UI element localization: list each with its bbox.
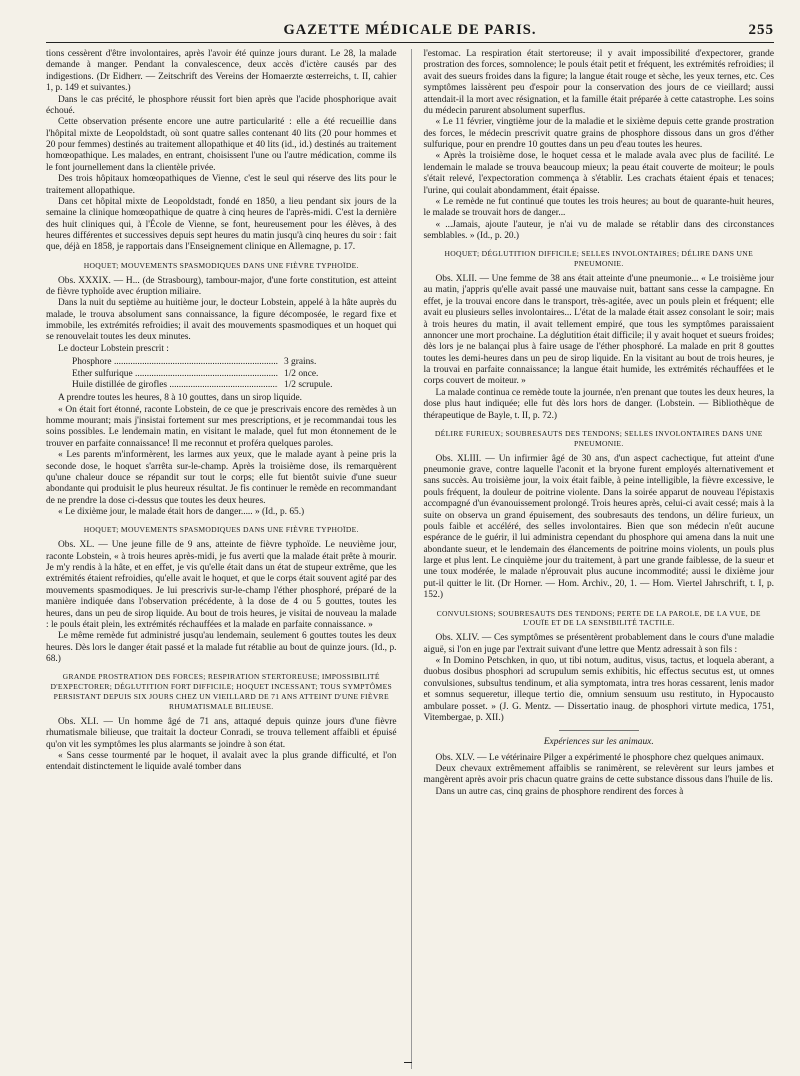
prescription-dose: 1/2 scrupule.	[284, 379, 333, 390]
observation-paragraph: Dans un autre cas, cinq grains de phosphore rendirent des forces à	[435, 786, 684, 797]
observation-paragraph: Le docteur Lobstein prescrit :	[58, 343, 169, 354]
prescription-dose: 1/2 once.	[284, 368, 319, 379]
prescription-name: Ether sulfurique .....	[72, 369, 278, 380]
observation-paragraph: Le même remède fut administré jusqu'au lendemain, seulement 6 gouttes toutes les deux heures. Dès lors le danger était passé et la malade fut rétablie au bout de quinze jours. (Id., p. 68.)	[46, 631, 397, 665]
subsection-heading: Expériences sur les animaux.	[543, 737, 654, 748]
text-columns	[46, 49, 774, 1069]
right-column	[411, 49, 775, 1069]
prescription-item	[72, 357, 397, 368]
observation-paragraph: Obs. XLI. — Un homme âgé de 71 ans, attaqué depuis quinze jours d'une fièvre rhumatismale bilieuse, que traitait la docteur Conradi, se trouva tellement affaibli et épuisé qu'on vit les symptômes les plus alarmants se joindre à son état.	[46, 716, 397, 750]
observation-paragraph: l'estomac. La respiration était stertoreuse; il y avait impossibilité d'expectorer, grande prostration des forces, somnolence; le pouls était petit et fréquent, les extrémités refroidies; il avait des sueurs froides dans la figure; la langue était rouge et sèche, les yeux ternes, etc. Ces symptômes laissèrent peu d'espoir pour la conservation des jours de ce vieillard; aussi attendait-il la mort avec résignation, et la famille était préparée à cette catastrophe. Les soins du médecin parurent absolument superflus.	[423, 49, 774, 116]
observation-paragraph: « ...Jamais, ajoute l'auteur, je n'ai vu de malade se rétablir dans des circonstances semblables. » (Id., p. 20.)	[423, 219, 774, 241]
paragraph: Dans cet hôpital mixte de Leopoldstadt, fondé en 1850, a lieu pendant six jours de la semaine la clinique homœopathique de quatre à cinq heures de l'après-midi. C'est la dernière des huit cliniques qui, à l'École de Vienne, se font, heureusement pour les élèves, à des heures différentes et successives depuis sept heures du matin jusqu'à cinq heures du soir : fait que, déjà en 1858, je rapportais dans l'Enseignement clinique en Allemagne, p. 17.	[46, 196, 397, 253]
observation-paragraph: « Sans cesse tourmenté par le hoquet, il avalait avec la plus grande difficulté, et l'on entendait distinctement le liquide avalé tomber dans	[46, 751, 397, 773]
observation-paragraph: Dans la nuit du septième au huitième jour, le docteur Lobstein, appelé à la hâte auprès du malade, le trouva absolument sans connaissance, la figure décomposée, le regard fixe et immobile, les extrémités refroidies; il avait des mouvements spasmodiques et un hoquet qui se renouvelait toutes les deux minutes.	[46, 298, 397, 343]
prescription-list	[72, 357, 397, 391]
observation-paragraph: Deux chevaux extrêmement affaiblis se ranimèrent, se relevèrent sur leurs jambes et mangèrent après avoir pris chacun quatre grains de cette substance dissous dans l'huile de lis.	[423, 764, 774, 786]
observation-paragraph: A prendre toutes les heures, 8 à 10 gouttes, dans un sirop liquide.	[58, 393, 302, 404]
section-heading: CONVULSIONS; SOUBRESAUTS DES TENDONS; PERTE DE LA PAROLE, DE LA VUE, DE L'OUÏE ET DE LA SENSIBILITÉ TACTILE.	[436, 608, 761, 628]
separator-rule	[559, 730, 639, 731]
observation-paragraph: « Le dixième jour, le malade était hors de danger..... » (Id., p. 65.)	[58, 507, 305, 518]
observation-paragraph: « Le 11 février, vingtième jour de la maladie et le sixième depuis cette grande prostration des forces, le médecin prescrivit quatre grains de phosphore dissous dans un gros d'éther sulfurique, pour en prendre 10 gouttes dans un peu d'eau toutes les heures.	[423, 117, 774, 150]
prescription-dose: 3 grains.	[284, 357, 317, 368]
section-heading: DÉLIRE FURIEUX; SOUBRESAUTS DES TENDONS; SELLES INVOLONTAIRES DANS UNE PNEUMONIE.	[434, 428, 763, 448]
journal-title: GAZETTE MÉDICALE DE PARIS.	[283, 22, 537, 38]
page-number: 255	[748, 22, 774, 38]
prescription-item	[72, 380, 397, 391]
left-column	[46, 49, 397, 1069]
observation-paragraph: La malade continua ce remède toute la journée, n'en prenant que toutes les deux heures, la dose plus haut indiquée; elle fut dès lors hors de danger. (Lobstein. — Bibliothèque de thérapeutique de Bayle, t. II, p. 72.)	[423, 387, 774, 421]
observation-paragraph: « Après la troisième dose, le hoquet cessa et le malade avala avec plus de facilité. Le lendemain le malade se trouva beaucoup mieux; la peau était couverte de moiteur; le pouls s'était relevé, l'expectoration commença à s'établir. Les crachats étaient épais et tenaces; l'urine, qui coulait abondamment, était épaisse.	[423, 151, 774, 196]
observation-paragraph: « Le remède ne fut continué que toutes les trois heures; au bout de quarante-huit heures, le malade se trouvait hors de danger...	[423, 196, 774, 219]
prescription-name: Phosphore .....	[72, 357, 278, 368]
observation-paragraph: Obs. XLV. — Le vétérinaire Pilger a expérimenté le phosphore chez quelques animaux.	[435, 752, 764, 763]
observation-paragraph: Obs. XLIV. — Ces symptômes se présentèrent probablement dans le cours d'une maladie aiguë, si l'on en juge par l'extrait suivant d'une lettre que Mentz adressait à son fils :	[423, 633, 774, 655]
paragraph: Cette observation présente encore une autre particularité : elle a été recueillie dans l'hôpital mixte de Leopoldstadt, où sont quatre salles contenant 40 lits (20 pour hommes et 20 pour femmes) destinés au traitement allopathique et 40 lits (id., id.) destinés au traitement homœopathique. Les malades, en entrant, choisissent l'une ou l'autre médication, comme ils le font journellement dans la clientèle privée.	[46, 117, 397, 173]
paragraph: tions cessèrent d'être involontaires, après l'avoir été quinze jours durant. Le 28, la malade demande à manger. Pendant la convalescence, deux accès d'ictère causés par des indigestions. (Dr Eidherr. — Zeitschrift des Vereins der Homaerzte œsterreichs, t. II, cahier 1, p. 149 et suivantes.)	[46, 49, 397, 94]
observation-paragraph: « On était fort étonné, raconte Lobstein, de ce que je prescrivais encore des remèdes à un homme mourant; mais j'insistai fortement sur mes prescriptions, et je recommandai tous les soins possibles. Le lendemain matin, en visitant le malade, quel fut mon étonnement de le trouver en parfaite connaissance! Il me reconnut et proféra quelques paroles.	[46, 404, 397, 449]
page-header	[46, 22, 774, 43]
observation-paragraph: « In Domino Petschken, in quo, ut tibi notum, auditus, visus, tactus, et loquela aberant, a duobus dosibus phosphori ad scrupulum semis exhibitis, hic effectus secutus est, ut omnes convulsiones, subsultus tendinum, et alia symptomata, intra tres horas cessarent, lenis mador et somnus sequeretur, illeque tertio die, omnium sensuum usu restituto, in Hypocausto ambulare posset. » (J. G. Mentz. — Dissertatio inaug. de phosphori virtute medica, 1751, Vitembergae, p. XII.)	[423, 656, 774, 723]
observation-paragraph: Obs. XLIII. — Un infirmier âgé de 30 ans, d'un aspect cachectique, fut atteint d'une pneumonie grave, contre laquelle l'aconit et la bryone furent employés alternativement et sans succès. Au troisième jour, la voix était faible, à peine intelligible, la fièvre excessive, le pouls fréquent, la douleur de poitrine violente. Dans la soirée apparut de nouveau l'épistaxis accompagné d'un évanouissement prolongé. Trois heures après, celui-ci avait cessé; mais à la suite on observa un grand épuisement, des soubresauts des tendons, un délire furieux, un pouls faible et accéléré, des selles involontaires. Bien que son médecin n'eût aucune espérance de le guérir, il lui administra cependant du phosphore qui amena dans la nuit une abondante sueur, et le lendemain des élancements de poitrine moins violents, un pouls plus large et plus lent. Le cinquième jour du traitement, à part une grande faiblesse, de la sueur et une toux modérée, le malade n'éprouvait plus aucune incommodité; aussi le dixième jour put-il quitter le lit. (Dr Horner. — Hom. Archiv., 20, 1. — Hom. Viertel Jahrschrift, t. I, p. 152.)	[423, 453, 774, 601]
paragraph: Dans le cas précité, le phosphore réussit fort bien après que l'acide phosphorique avait échoué.	[46, 94, 397, 116]
prescription-item	[72, 369, 397, 380]
observation-paragraph: Obs. XLII. — Une femme de 38 ans était atteinte d'une pneumonie... « Le troisième jour au matin, j'appris qu'elle avait passé une mauvaise nuit, battant sans cesse la campagne. En effet, je la trouvai encore dans le transport, très-agitée, avec un pouls plein et fréquent; elle avait eu plusieurs selles involontaires... L'état de la malade était assez consolant le soir; mais à trois heures du matin, il avait tellement empiré, que tous les symptômes paraissaient annoncer une mort prochaine. La déglutition était difficile; il y avait hoquet et sueurs froides; dès lors je ne balançai plus à faire usage de l'éther phosphoré. La malade en prit 8 gouttes toutes les demi-heures dans un peu de sirop liquide. En la visitant au bout de trois heures, je la trouvai en parfaite connaissance; la langue était humide, les extrémités réchauffées et le corps couvert de moiteur. »	[423, 274, 774, 387]
footer-dash	[404, 1062, 412, 1063]
section-heading: GRANDE PROSTRATION DES FORCES; RESPIRATION STERTOREUSE; IMPOSSIBILITÉ D'EXPECTORER; DÉGLUTITION FORT DIFFICILE; HOQUET INCESSANT; TOUS SYMPTÔMES PERSISTANT DEPUIS SIX JOURS CHEZ UN VIEILLARD DE 71 ANS ATTEINT D'UNE FIÈVRE RHUMATISMALE BILIEUSE.	[50, 672, 393, 712]
section-heading: HOQUET; DÉGLUTITION DIFFICILE; SELLES INVOLONTAIRES; DÉLIRE DANS UNE PNEUMONIE.	[444, 249, 754, 269]
section-heading: HOQUET; MOUVEMENTS SPASMODIQUES DANS UNE FIÈVRE TYPHOÏDE.	[83, 525, 359, 535]
observation-paragraph: « Les parents m'informèrent, les larmes aux yeux, que le malade ayant à peine pris la seconde dose, le hoquet s'arrêta sur-le-champ. Après la troisième dose, ils remarquèrent qu'une chaleur douce se répandit sur tout le corps; elle fut bientôt suivie d'une sueur abondante qui produisit le plus heureux résultat. Je fis continuer le remède en recommandant de ne prendre la dose ci-dessus que toutes les deux heures.	[46, 450, 397, 506]
prescription-name: Huile distillée de girofles .....	[72, 380, 278, 391]
section-heading: HOQUET; MOUVEMENTS SPASMODIQUES DANS UNE FIÈVRE TYPHOÏDE.	[83, 260, 359, 270]
observation-paragraph: Obs. XXXIX. — H... (de Strasbourg), tambour-major, d'une forte constitution, est atteint de fièvre typhoïde avec éruption miliaire.	[46, 275, 397, 297]
observation-paragraph: Obs. XL. — Une jeune fille de 9 ans, atteinte de fièvre typhoïde. Le neuvième jour, raconte Lobstein, « à trois heures après-midi, je fus averti que la malade était prête à mourir. Je m'y rendis à la hâte, et en effet, je vis qu'elle était dans un état de stupeur extrême, que les extrémités étaient refroidies, qu'elle avait le hoquet, et que le corps était souvent agité par des mouvements spasmodiques. Je lui prescrivis sur-le-champ l'éther phosphoré, préparé de la manière indiquée dans l'observation précédente, à la dose de 4 ou 5 gouttes, toutes les heures, dans un peu de sirop liquide. Au bout de trois heures, je visitai de nouveau la malade : le pouls était plein, les extrémités réchauffées et la malade en parfaite connaissance. »	[46, 540, 397, 630]
paragraph: Des trois hôpitaux homœopathiques de Vienne, c'est le seul qui réserve des lits pour le traitement allopathique.	[46, 174, 397, 196]
